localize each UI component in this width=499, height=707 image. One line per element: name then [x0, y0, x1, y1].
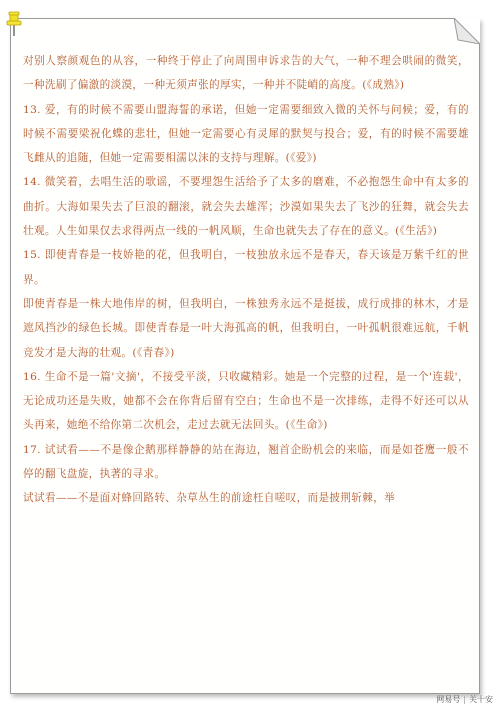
paragraph-16-life: 16. 生命不是一篇'文摘'，不接受平淡，只收藏精彩。她是一个完整的过程，是一个'连载'，无论成功还是失败，她都不会在你背后留有空白；生命也不是一次排练，走得不好还可以从头再来，她绝不给你第二次机会，走过去就无法回头。(《生命》)	[23, 370, 469, 432]
paragraph-15-youth-intro: 15. 即使青春是一枝娇艳的花，但我明白，一枝独放永远不是春天，春天该是万紫千红的世界。	[23, 249, 469, 286]
watermark-author: 关十安	[469, 695, 493, 704]
folded-corner-icon	[454, 18, 480, 44]
watermark-brand: 网易号	[436, 695, 461, 704]
paragraph-maturity-ending: 对别人察颜观色的从容，一种终于停止了向周围申诉求告的大气，一种不理会哄闹的微笑，一种洗刷了偏激的淡漠，一种无须声张的厚实，一种并不陡峭的高度。(《成熟》)	[23, 55, 469, 92]
document-page	[10, 18, 480, 694]
document-body	[23, 49, 469, 511]
paragraph-17-try: 试试看——不是面对蜂回路转、杂草丛生的前途枉自嗟叹，而是披荆斩棘，举	[23, 492, 396, 505]
paragraph-13-love: 13. 爱，有的时候不需要山盟海誓的承诺，但她一定需要细致入微的关怀与问候；爱，有的时候不需要梁祝化蝶的悲壮，但她一定需要心有灵犀的默契与投合；爱，有的时候不需要雄飞雌从的追随，但她一定需要相濡以沫的支持与理解。(《爱》)	[23, 103, 469, 165]
footer-separator: |	[463, 695, 466, 704]
paragraph-17-try-intro: 17. 试试看——不是像企鹅那样静静的站在海边，翘首企盼机会的来临，而是如苍鹰一般不停的翻飞盘旋，执著的寻求。	[23, 443, 469, 481]
paragraph-15-youth: 即使青春是一株大地伟岸的树，但我明白，一株独秀永远不是挺拔，成行成排的林木，才是遮风挡沙的绿色长城。即使青春是一叶大海孤高的帆，但我明白，一叶孤帆很难远航，千帆竞发才是大海的壮观。(《青春》)	[23, 297, 469, 359]
paragraph-14-life: 14. 微笑着，去唱生活的歌谣，不要埋怨生活给予了太多的磨难，不必抱怨生命中有太多的曲折。大海如果失去了巨浪的翻滚，就会失去雄浑；沙漠如果失去了飞沙的狂舞，就会失去壮观。人生如果仅去求得两点一线的一帆风顺，生命也就失去了存在的意义。(《生活》)	[23, 176, 469, 238]
watermark-footer	[436, 694, 493, 705]
pushpin-icon	[4, 11, 24, 37]
